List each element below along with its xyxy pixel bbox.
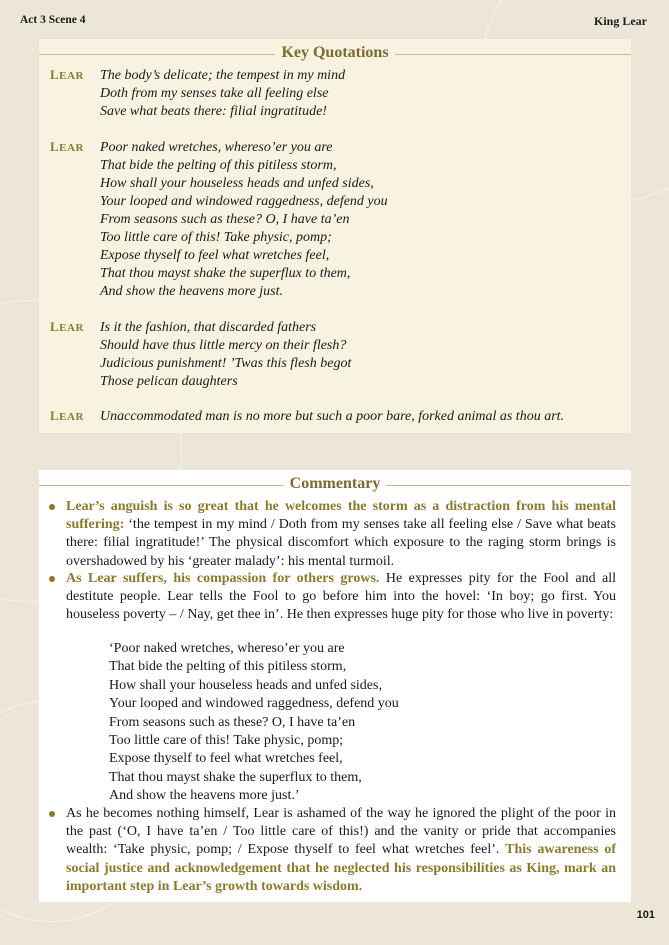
quotation-line: And show the heavens more just. (100, 284, 284, 299)
speaker-label (50, 408, 84, 424)
speaker-initial: L (50, 408, 60, 423)
speaker-rest: EAR (59, 70, 84, 82)
bullet-highlight: As Lear suffers, his compassion for others grows. (66, 571, 380, 586)
verse-quotation (109, 640, 399, 806)
quotation-line: That bide the pelting of this pitiless storm, (100, 158, 337, 173)
quotation-line: Save what beats there: filial ingratitude! (100, 104, 327, 119)
play-title-header: King Lear (594, 14, 647, 28)
speaker-label (50, 319, 84, 335)
bullet-highlight: This awareness of social justice and acknowledgement that he neglected his responsibilities as King, mark an important step in Lear’s growth towards wisdom. (66, 842, 616, 894)
key-quotations-box (39, 39, 631, 433)
scene-header: Act 3 Scene 4 (20, 14, 86, 26)
verse-line: That thou mayst shake the superflux to them, (109, 769, 362, 785)
quotation-line: Your looped and windowed raggedness, defend you (100, 194, 388, 209)
bullet-text: As he becomes nothing himself, Lear is ashamed of the way he ignored the plight of the poor in the past (‘O, I have ta’en / Too little care of this!) and the vanity or pride that accompanies wealth: ‘Take physic, pomp; / Expose thyself to feel what wretches feel’. (66, 806, 616, 858)
commentary-heading (39, 475, 631, 495)
verse-line: Expose thyself to feel what wretches feel, (109, 751, 343, 767)
quotation-line: Too little care of this! Take physic, pomp; (100, 230, 332, 245)
key-quotations-heading (39, 44, 631, 64)
quotation-line: Expose thyself to feel what wretches feel, (100, 248, 330, 263)
commentary-bullet (66, 498, 616, 571)
speaker-label (50, 67, 84, 83)
speaker-initial: L (50, 319, 60, 334)
bullet-text: He expresses pity for the Fool and all destitute people. Lear tells the Fool to go before him into the hovel: ‘In boy; go first. You houseless poverty – / Nay, get thee in’. He then expresses huge pity for those who live in poverty: (66, 571, 617, 623)
commentary-title: Commentary (284, 475, 387, 492)
quotation-line: Doth from my senses take all feeling else (100, 86, 329, 101)
quotation-line: Is it the fashion, that discarded fathers (100, 320, 317, 335)
quotation-line: Should have thus little mercy on their flesh? (100, 338, 347, 353)
verse-line: ‘Poor naked wretches, whereso’er you are (109, 641, 345, 656)
commentary-bullet (66, 805, 616, 896)
commentary-box (39, 470, 631, 902)
bullet-highlight: Lear’s anguish is so great that he welcomes the storm as a distraction from his mental suffering: (66, 499, 616, 533)
quotation-line: Those pelican daughters (100, 374, 238, 389)
verse-line: That bide the pelting of this pitiless storm, (109, 659, 347, 675)
quotation-line: Judicious punishment! ’Twas this flesh begot (100, 356, 352, 371)
verse-line: Too little care of this! Take physic, pomp; (109, 733, 344, 749)
quotation-line: Poor naked wretches, whereso’er you are (100, 140, 333, 155)
verse-line: How shall your houseless heads and unfed sides, (109, 677, 382, 693)
speaker-label (50, 139, 84, 155)
verse-line: From seasons such as these? O, I have ta’en (109, 714, 356, 730)
verse-line: And show the heavens more just.’ (109, 788, 300, 804)
quotation-line: Unaccommodated man is no more but such a poor bare, forked animal as thou art. (100, 409, 565, 424)
page-number: 101 (636, 909, 655, 921)
quotation-line: That thou mayst shake the superflux to them, (100, 266, 351, 281)
speaker-rest: EAR (59, 411, 84, 423)
speaker-initial: L (50, 67, 60, 82)
quotation-line: From seasons such as these? O, I have ta’en (100, 212, 350, 227)
verse-line: Your looped and windowed raggedness, defend you (109, 696, 399, 712)
bullet-dot (49, 811, 55, 817)
quotation-line: How shall your houseless heads and unfed sides, (100, 176, 374, 191)
speaker-initial: L (50, 139, 60, 154)
bullet-text: ‘the tempest in my mind / Doth from my senses take all feeling else / Save what beats there: filial ingratitude!’ The physical discomfort which exposure to the raging storm brings is overshadowed by his ‘greater malady’: his mental turmoil. (66, 517, 616, 569)
commentary-bullet (66, 570, 616, 625)
speaker-rest: EAR (59, 142, 84, 154)
key-quotations-title: Key Quotations (275, 44, 394, 61)
bullet-dot (49, 576, 55, 582)
bullet-dot (49, 504, 55, 510)
quotation-line: The body’s delicate; the tempest in my mind (100, 68, 346, 83)
speaker-rest: EAR (59, 322, 84, 334)
